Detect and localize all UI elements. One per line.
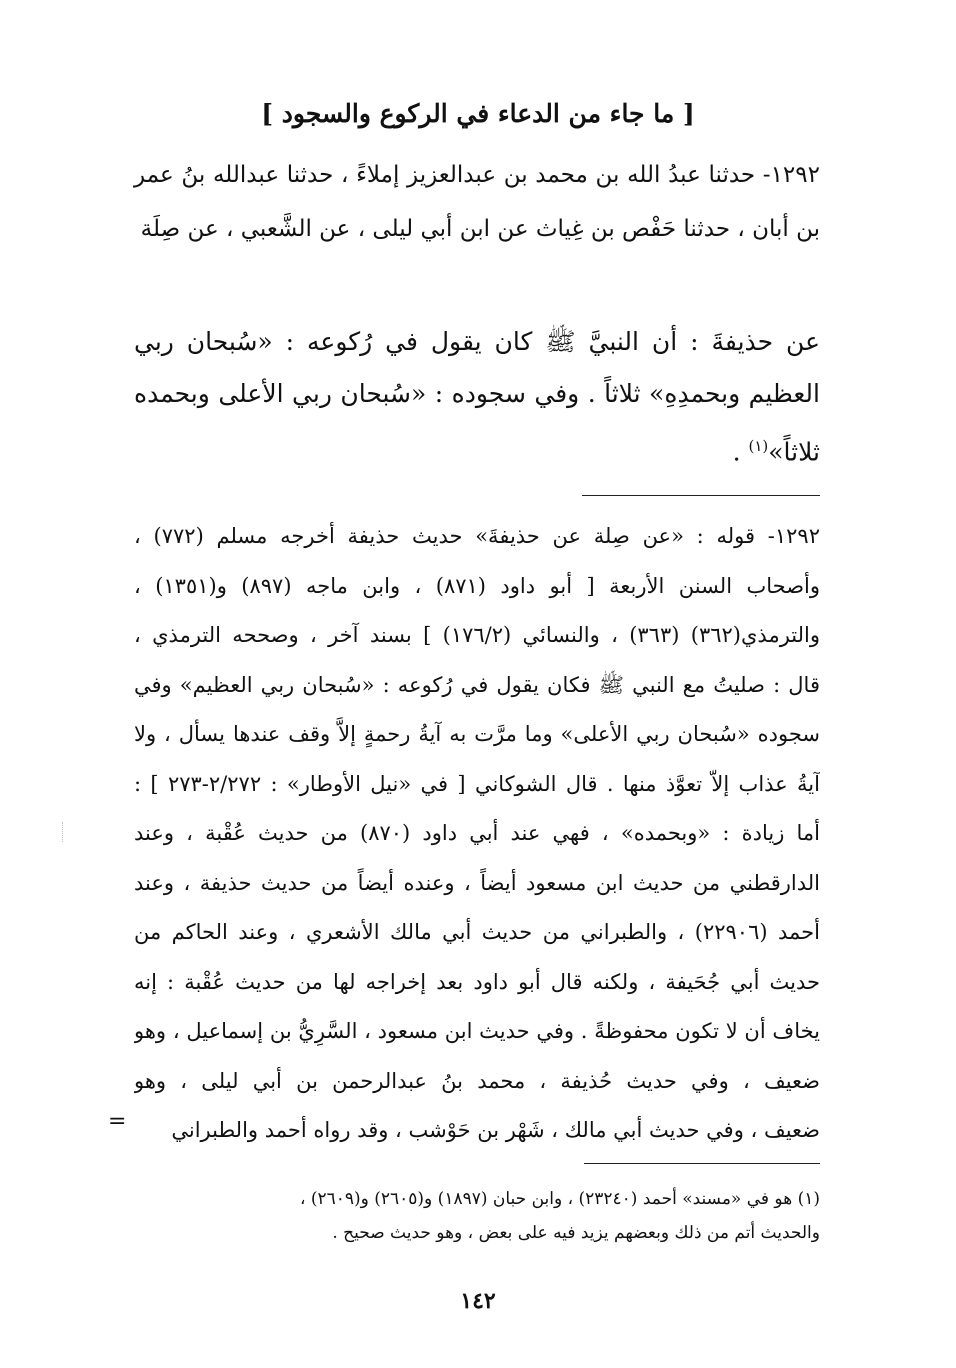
commentary-line: ١٢٩٢- قوله : «عن صِلة عن حذيفةَ» حديث حذيفة أخرجه مسلم (٧٧٢) ، [134, 524, 820, 548]
hadith-end-mark: . [732, 437, 741, 467]
commentary-line: ضعيف ، وفي حديث حُذيفة ، محمد بنُ عبدالرحمن بن أبي ليلى ، وهو [134, 1068, 820, 1093]
footnote-line: والحديث أتم من ذلك وبعضهم يزيد فيه على بعض ، وهو حديث صحيح . [332, 1223, 820, 1243]
page-number: ١٤٢ [460, 1288, 496, 1314]
commentary-line: آيةُ عذاب إلاّ تعوَّذ منها . قال الشوكاني [ في «نيل الأوطار» : ٢/٢٧٢-٢٧٣ ] : [134, 771, 820, 796]
hadith-matn [134, 316, 820, 478]
commentary-line: أحمد (٢٢٩٠٦) ، والطبراني من حديث أبي مالك الأشعري ، وعند الحاكم من [134, 920, 820, 944]
commentary-line: سجوده «سُبحان ربي الأعلى» وما مرَّت به آيةُ رحمةٍ إلاَّ وقف عندها يسأل ، ولا [134, 722, 820, 746]
commentary-line: والترمذي(٣٦٢) (٣٦٣) ، والنسائي (١٧٦/٢) ] بسند آخر ، وصححه الترمذي ، [134, 623, 820, 647]
commentary-line: أما زيادة : «وبحمده» ، فهي عند أبي داود (٨٧٠) من حديث عُقْبة ، وعند [134, 821, 820, 845]
commentary-line: الدارقطني من حديث ابن مسعود أيضاً ، وعنده أيضاً من حديث حذيفة ، وعند [134, 870, 820, 895]
hadith-isnad: ١٢٩٢- حدثنا عبدُ الله بن محمد بن عبدالعزيز إملاءً ، حدثنا عبدالله بنُ عمر بن أبان ، حدثنا حَفْص بن غِياث عن ابن أبي ليلى ، عن الشَّعبي ، عن صِلَة [134, 162, 820, 242]
margin-dotted-mark [62, 822, 63, 842]
chapter-heading: [ ما جاء من الدعاء في الركوع والسجود ] [261, 99, 695, 128]
commentary-line: حديث أبي جُحَيفة ، ولكنه قال أبو داود بعد إخراجه لها من حديث عُقْبة : إنه [134, 969, 820, 994]
footnote-block [134, 1182, 820, 1250]
commentary-line: وأصحاب السنن الأربعة [ أبو داود (٨٧١) ، وابن ماجه (٨٩٧) و(١٣٥١) ، [134, 573, 820, 598]
commentary-line: قال : صليتُ مع النبي ﷺ فكان يقول في رُكوعه : «سُبحان ربي العظيم» وفي [134, 672, 820, 697]
footnote-reference[interactable]: (١) [748, 437, 769, 455]
main-text-divider [582, 495, 820, 496]
continuation-mark: = [108, 1109, 127, 1134]
hadith-matn-text: عن حذيفةَ : أن النبيَّ ﷺ كان يقول في رُكوعه : «سُبحان ربي العظيم وبحمدِهِ» ثلاثاً . وفي سجوده : «سُبحان ربي الأعلى وبحمده ثلاثاً» [134, 327, 820, 467]
commentary-line: يخاف أن لا تكون محفوظةً . وفي حديث ابن مسعود ، السَّرِيُّ بن إسماعيل ، وهو [134, 1019, 820, 1043]
commentary-line: ضعيف ، وفي حديث أبي مالك ، شَهْر بن حَوْشب ، وقد رواه أحمد والطبراني [171, 1118, 820, 1142]
footnote-divider [584, 1163, 820, 1164]
footnote-line: (١) هو في «مسند» أحمد (٢٣٢٤٠) ، وابن حبان (١٨٩٧) و(٢٦٠٥) و(٢٦٠٩) ، [299, 1189, 820, 1209]
commentary-block [134, 512, 820, 1156]
